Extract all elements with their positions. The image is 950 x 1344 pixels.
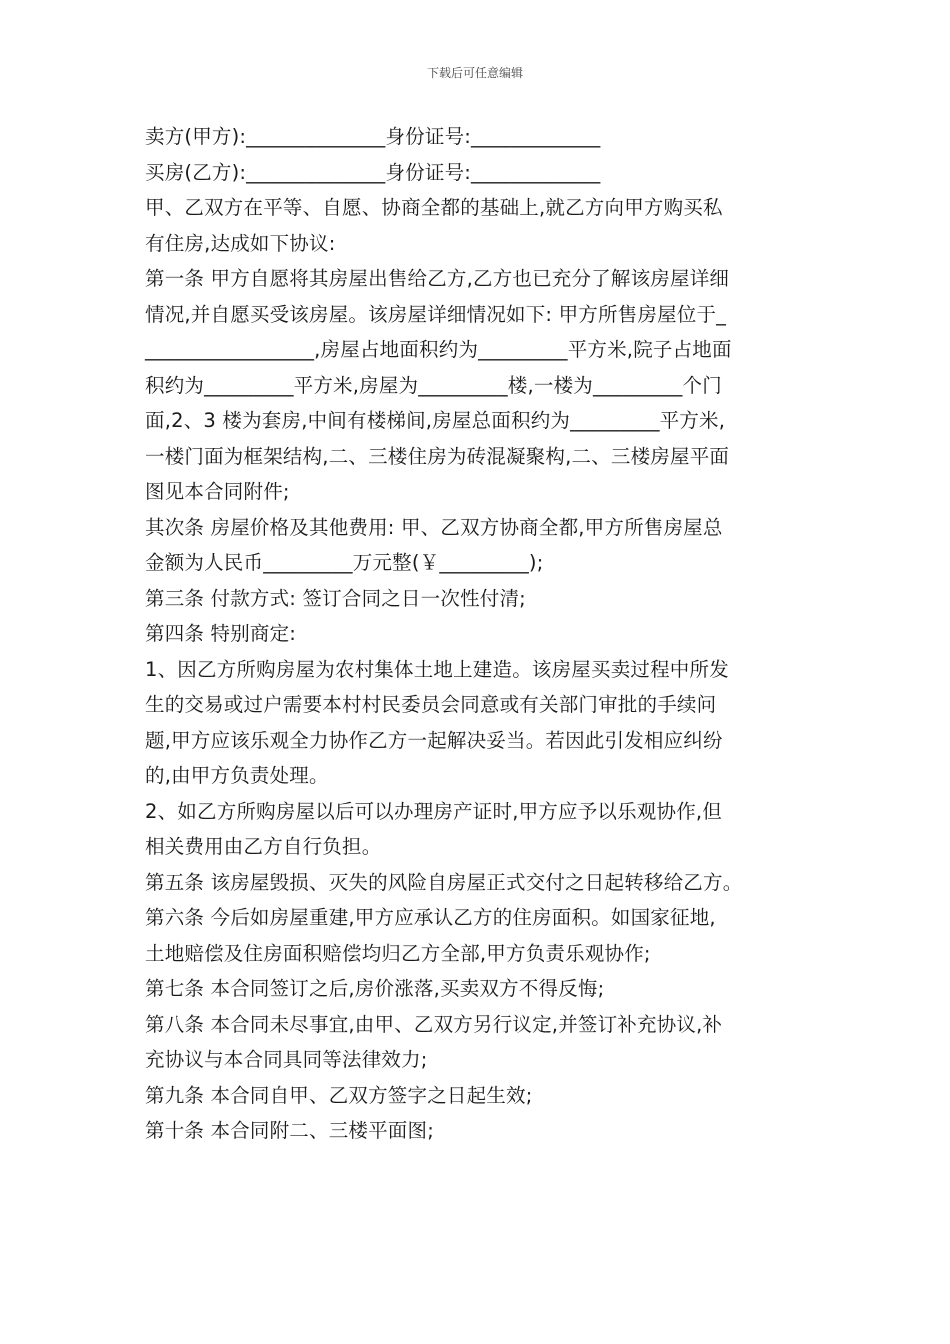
page-header: 下载后可任意编辑: [426, 66, 523, 80]
text-line: 金额为人民币_________万元整(￥_________);: [145, 551, 544, 574]
text-line: 有住房,达成如下协议:: [145, 231, 336, 255]
text-line: _________________,房屋占地面积约为_________平方米,院子占地面: [145, 338, 732, 361]
text-line: 第六条 今后如房屋重建,甲方应承认乙方的住房面积。如国家征地,: [145, 906, 716, 929]
text-line: 买房(乙方):______________身份证号:_____________: [145, 160, 601, 184]
text-line: 的,由甲方负责处理。: [145, 764, 329, 787]
text-line: 2、如乙方所购房屋以后可以办理房产证时,甲方应予以乐观协作,但: [145, 799, 723, 823]
text-line: 第五条 该房屋毁损、灭失的风险自房屋正式交付之日起转移给乙方。: [145, 870, 743, 894]
text-line: 卖方(甲方):______________身份证号:_____________: [145, 125, 601, 148]
text-line: 其次条 房屋价格及其他费用: 甲、乙双方协商全都,甲方所售房屋总: [145, 515, 723, 539]
text-line: 土地赔偿及住房面积赔偿均归乙方全部,甲方负责乐观协作;: [145, 941, 651, 965]
contract-body: [145, 119, 817, 1149]
text-line: 第四条 特别商定:: [145, 622, 297, 645]
text-line: 第八条 本合同未尽事宜,由甲、乙双方另行议定,并签订补充协议,补: [145, 1012, 723, 1036]
text-line: 情况,并自愿买受该房屋。该房屋详细情况如下: 甲方所售房屋位于_: [145, 302, 727, 326]
text-line: 题,甲方应该乐观全力协作乙方一起解决妥当。若因此引发相应纠纷: [145, 728, 723, 752]
text-line: 第三条 付款方式: 签订合同之日一次性付清;: [145, 586, 526, 610]
text-line: 第一条 甲方自愿将其房屋出售给乙方,乙方也已充分了解该房屋详细: [145, 267, 730, 290]
text-line: 第九条 本合同自甲、乙双方签字之日起生效;: [145, 1083, 533, 1107]
text-line: 相关费用由乙方自行负担。: [145, 835, 382, 858]
text-line: 第十条 本合同附二、三楼平面图;: [145, 1119, 434, 1142]
text-line: 充协议与本合同具同等法律效力;: [145, 1048, 428, 1071]
text-line: 图见本合同附件;: [145, 480, 290, 503]
text-line: 面,2、3 楼为套房,中间有楼梯间,房屋总面积约为_________平方米,: [145, 409, 726, 432]
text-line: 生的交易或过户需要本村村民委员会同意或有关部门审批的手续问: [145, 693, 717, 716]
text-line: 一楼门面为框架结构,二、三楼住房为砖混凝聚构,二、三楼房屋平面: [145, 444, 730, 468]
text-line: 1、因乙方所购房屋为农村集体土地上建造。该房屋买卖过程中所发: [145, 657, 729, 681]
text-line: 第七条 本合同签订之后,房价涨落,买卖双方不得反悔;: [145, 977, 605, 1000]
text-line: 积约为_________平方米,房屋为_________楼,一楼为_________个门: [145, 373, 722, 397]
text-line: 甲、乙双方在平等、自愿、协商全都的基础上,就乙方向甲方购买私: [145, 196, 723, 219]
